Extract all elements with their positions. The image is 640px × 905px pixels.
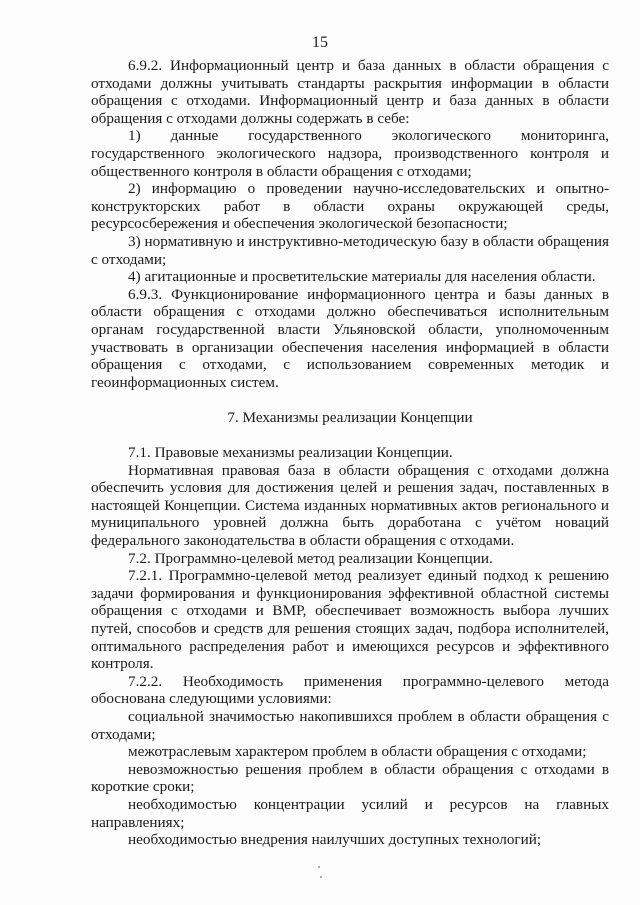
list-item-1: 1) данные государственного экологического мониторинга, государственного экологического надзора, производственного контроля и общественного контроля в области обращения с отходами; [91,127,609,180]
scan-artifact [318,866,320,868]
list-item-2: 2) информацию о проведении научно-исследовательских и опытно-конструкторских работ в области охраны окружающей среды, ресурсосбережения и обеспечения экологической безопасности; [91,180,609,233]
paragraph-7-2: 7.2. Программно-целевой метод реализации Концепции. [128,549,493,567]
scan-artifact [320,876,322,878]
document-body [91,57,609,849]
list-item-3: 3) нормативную и инструктивно-методическую базу в области обращения с отходами; [91,232,609,268]
condition-item: межотраслевым характером проблем в области обращения с отходами; [128,743,587,761]
paragraph-6-9-2: 6.9.2. Информационный центр и база данных в области обращения с отходами должны учитывать стандарты раскрытия информации в области обращения с отходами. Информационный центр и база данных в области обращения с отходами должны содержать в себе: [91,57,609,127]
paragraph-7-2-2: 7.2.2. Необходимость применения программно-целевого метода обоснована следующими условиями: [91,672,609,708]
condition-item: необходимостью концентрации усилий и ресурсов на главных направлениях; [91,795,609,831]
section-heading: 7. Механизмы реализации Концепции [227,408,473,426]
page-number: 15 [312,34,328,51]
condition-item: невозможностью решения проблем в области обращения с отходами в короткие сроки; [91,760,609,796]
condition-item: социальной значимостью накопившихся проблем в области обращения с отходами; [91,707,609,743]
spacer [91,426,609,444]
condition-item: необходимостью внедрения наилучших доступных технологий; [128,831,542,849]
paragraph-7-2-1: 7.2.1. Программно-целевой метод реализует единый подход к решению задачи формирования и функционирования эффективной областной системы обращения с отходами и ВМР, обеспечивает возможность выбора лучших путей, способов и средств для решения стоящих задач, подбора исполнителей, оптимального распределения работ и имеющихся ресурсов и эффективного контроля. [91,567,609,673]
spacer [91,391,609,409]
paragraph-7-1: 7.1. Правовые механизмы реализации Концепции. [128,444,453,462]
paragraph-6-9-3: 6.9.3. Функционирование информационного центра и базы данных в области обращения с отходами должно обеспечиваться исполнительным органам государственной власти Ульяновской области, уполномоченным участвовать в организации обеспечения населения информацией в области обращения с отходами, с использованием современных методик и геоинформационных систем. [91,285,609,391]
list-item-4: 4) агитационные и просветительские материалы для населения области. [128,268,596,286]
paragraph-legal-base: Нормативная правовая база в области обращения с отходами должна обеспечить условия для достижения целей и решения задач, поставленных в настоящей Концепции. Система изданных нормативных актов регионального и муниципального уровней должна быть доработана с учётом новаций федерального законодательства в области обращения с отходами. [91,461,609,550]
